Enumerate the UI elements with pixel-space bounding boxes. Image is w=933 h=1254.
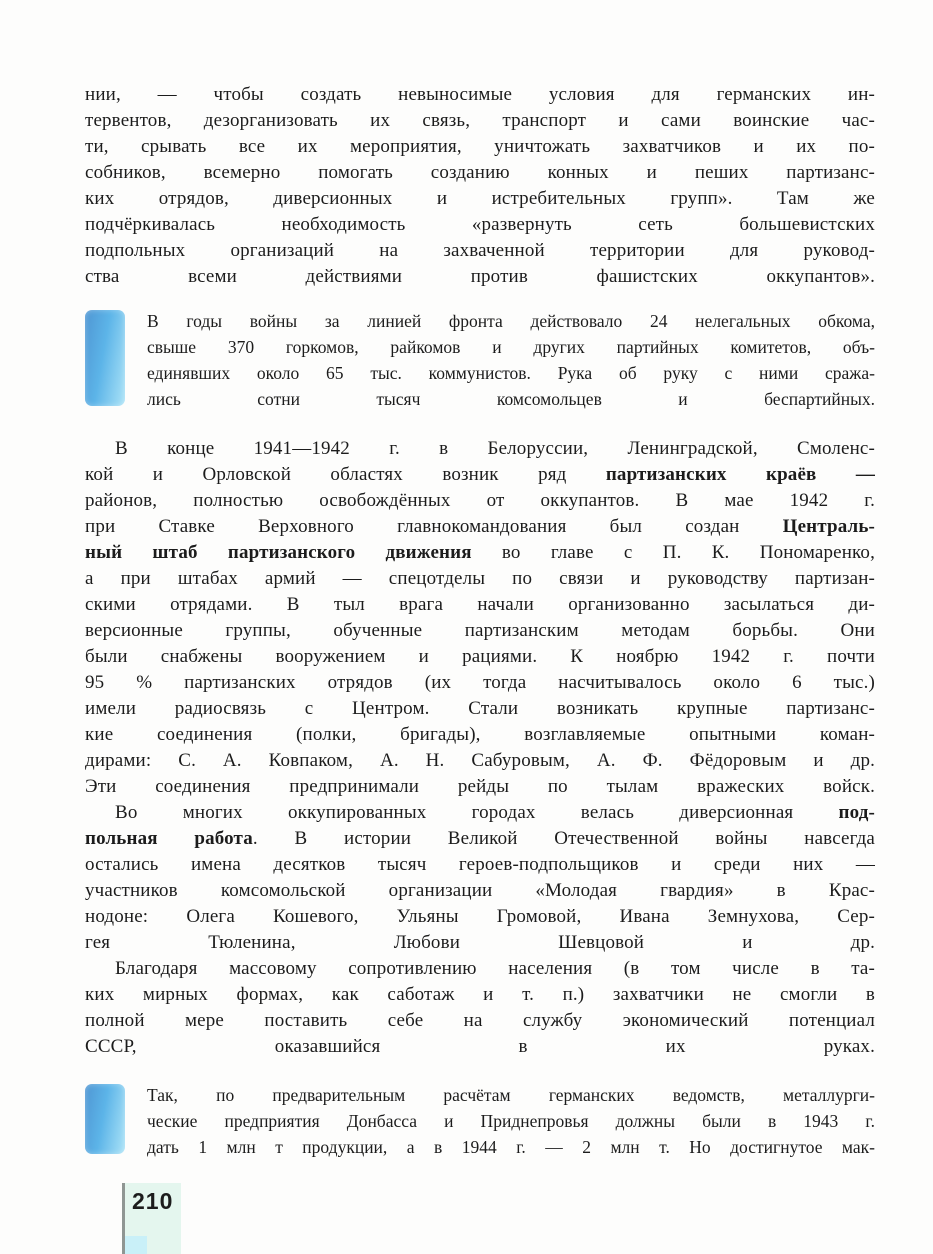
text-line: версионные группы, обученные партизанским методам борьбы. Они [85,620,875,641]
text-line: остались имена десятков тысяч героев-подпольщиков и среди них — [85,854,875,875]
text-line: подпольных организаций на захваченной территории для руковод- [85,240,875,261]
text-line: В годы войны за линией фронта действовало 24 нелегальных обкома, [147,311,875,331]
text-line: Эти соединения предпринимали рейды по тылам вражеских войск. [85,776,875,797]
text-line: ства всеми действиями против фашистских оккупантов». [85,266,875,287]
text-line: ный штаб партизанского движения во главе с П. К. Пономаренко, [85,542,875,563]
text-line: были снабжены вооружением и рациями. К ноябрю 1942 г. почти [85,646,875,667]
text-line: польная работа. В истории Великой Отечественной войны навсегда [85,828,875,849]
text-line: дирами: С. А. Ковпаком, А. Н. Сабуровым, А. Ф. Фёдоровым и др. [85,750,875,771]
text-line: кой и Орловской областях возник ряд партизанских краёв — [85,464,875,485]
text-line: лись сотни тысяч комсомольцев и беспартийных. [147,389,875,409]
inset-note [85,308,875,412]
text-line: участников комсомольской организации «Молодая гвардия» в Крас- [85,880,875,901]
text-line: а при штабах армий — спецотделы по связи и руководству партизан- [85,568,875,589]
note-marker-bar-icon [85,310,125,406]
text-line: единявших около 65 тыс. коммунистов. Рука об руку с ними сража- [147,363,875,383]
text-line: при Ставке Верховного главнокомандования был создан Централь- [85,516,875,537]
note-marker-bar-icon [85,1084,125,1154]
text-line: ти, срывать все их мероприятия, уничтожать захватчиков и их по- [85,136,875,157]
text-line: СССР, оказавшийся в их руках. [85,1036,875,1057]
page-number: 210 [132,1188,174,1214]
text-line: подчёркивалась необходимость «развернуть сеть большевистских [85,214,875,235]
body-paragraph [85,956,875,1060]
text-line: Благодаря массовому сопротивлению населения (в том числе в та- [115,958,875,979]
text-line: кие соединения (полки, бригады), возглавляемые опытными коман- [85,724,875,745]
page-number-box [125,1183,181,1254]
text-line: гея Тюленина, Любови Шевцовой и др. [85,932,875,953]
page-footer [0,1183,933,1254]
text-line: имели радиосвязь с Центром. Стали возникать крупные партизанс- [85,698,875,719]
text-line: скими отрядами. В тыл врага начали организованно засылаться ди- [85,594,875,615]
text-line: Так, по предварительным расчётам германских ведомств, металлурги- [147,1085,875,1105]
text-line: нии, — чтобы создать невыносимые условия для германских ин- [85,84,875,105]
note-text [147,1082,875,1160]
body-paragraph [85,436,875,800]
text-line: свыше 370 горкомов, райкомов и других партийных комитетов, объ- [147,337,875,357]
inset-note [85,1082,875,1160]
text-line: В конце 1941—1942 г. в Белоруссии, Ленинградской, Смоленс- [115,438,875,459]
text-line: тервентов, дезорганизовать их связь, транспорт и сами воинские час- [85,110,875,131]
text-line: дать 1 млн т продукции, а в 1944 г. — 2 млн т. Но достигнутое мак- [147,1137,875,1157]
text-line: районов, полностью освобождённых от оккупантов. В мае 1942 г. [85,490,875,511]
text-line: Во многих оккупированных городах велась диверсионная под- [115,802,875,823]
text-line: полной мере поставить себе на службу экономический потенциал [85,1010,875,1031]
text-line: 95 % партизанских отрядов (их тогда насчитывалось около 6 тыс.) [85,672,875,693]
note-text [147,308,875,412]
body-paragraph [85,800,875,956]
text-line: собников, всемерно помогать созданию конных и пеших партизанс- [85,162,875,183]
footer-accent-block [125,1236,147,1254]
page-text [85,82,875,1160]
text-line: ких отрядов, диверсионных и истребительных групп». Там же [85,188,875,209]
text-line: нодоне: Олега Кошевого, Ульяны Громовой, Ивана Земнухова, Сер- [85,906,875,927]
body-paragraph [85,82,875,290]
text-line: ких мирных формах, как саботаж и т. п.) захватчики не смогли в [85,984,875,1005]
text-line: ческие предприятия Донбасса и Приднепровья должны были в 1943 г. [147,1111,875,1131]
